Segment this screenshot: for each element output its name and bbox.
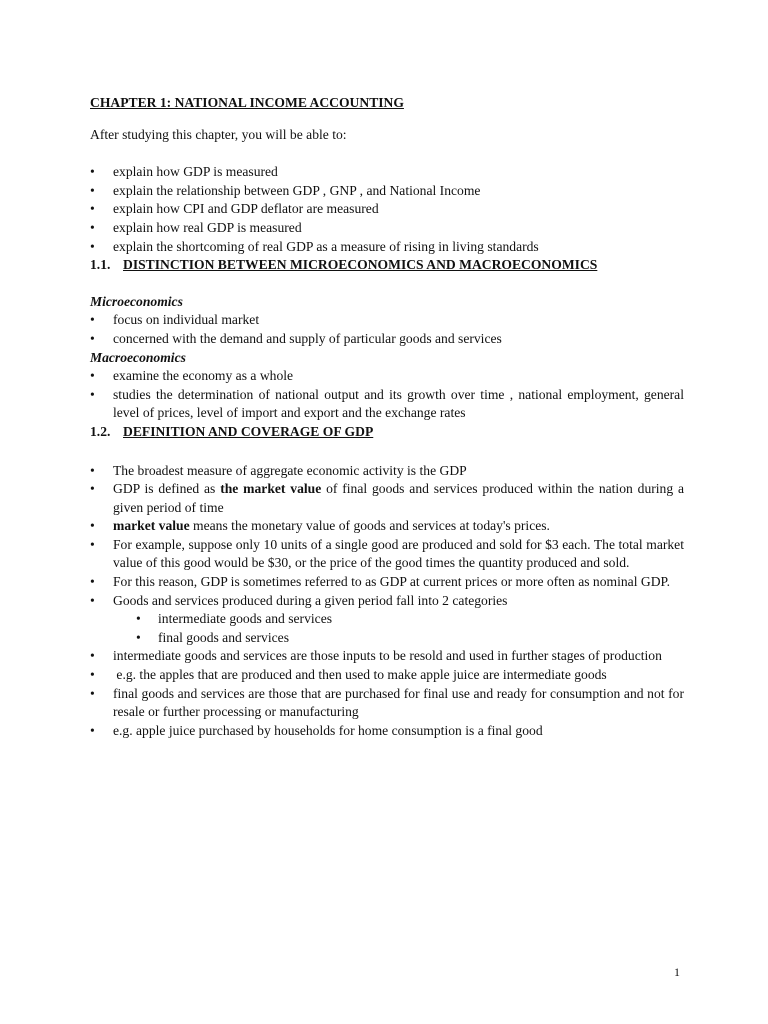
macroeconomics-list	[90, 367, 684, 423]
list-item: • explain the relationship between GDP , GNP , and National Income	[90, 182, 684, 201]
list-item: • concerned with the demand and supply of particular goods and services	[90, 330, 684, 349]
list-item-text: GDP is defined as	[113, 481, 221, 497]
microeconomics-heading: Microeconomics	[90, 293, 183, 309]
list-item: • e.g. apple juice purchased by households for home consumption is a final good	[90, 722, 684, 741]
market-value-list	[90, 517, 684, 591]
gdp-definition-list	[90, 462, 684, 518]
list-item: • explain the shortcoming of real GDP as a measure of rising in living standards	[90, 238, 684, 257]
section-number: 1.1.	[90, 257, 111, 273]
categories-list	[90, 592, 684, 648]
list-item-text: of final goods and services produced within the nation during a given period of time	[113, 481, 685, 515]
list-item	[90, 480, 684, 517]
list-item: • examine the economy as a whole	[90, 367, 684, 386]
section-heading-1-2	[90, 423, 684, 442]
macroeconomics-heading: Macroeconomics	[90, 349, 186, 365]
list-item: • intermediate goods and services are those inputs to be resold and used in further stages of production	[90, 647, 684, 666]
list-item: • studies the determination of national output and its growth over time , national employment, general level of prices, level of import and export and the exchange rates	[90, 386, 684, 423]
section-title: DISTINCTION BETWEEN MICROECONOMICS AND MACROECONOMICS	[123, 257, 598, 273]
section-title: DEFINITION AND COVERAGE OF GDP	[123, 423, 374, 439]
list-item: • e.g. the apples that are produced and then used to make apple juice are intermediate goods	[90, 666, 684, 685]
list-item: • For example, suppose only 10 units of a single good are produced and sold for $3 each. The total market value of this good would be $30, or the price of the good times the quantity produced and sold.	[90, 536, 684, 573]
list-item-text: means the monetary value of goods and services at today's prices.	[189, 518, 550, 534]
list-item: • explain how GDP is measured	[90, 163, 684, 182]
objectives-list	[90, 163, 684, 256]
section-heading-1-1	[90, 256, 684, 275]
intro-text: After studying this chapter, you will be able to:	[90, 126, 347, 142]
final-goods-list	[90, 685, 684, 741]
sub-list	[136, 610, 684, 647]
list-item: • focus on individual market	[90, 311, 684, 330]
section-number: 1.2.	[90, 423, 111, 439]
page-content	[90, 94, 684, 740]
list-item	[90, 517, 684, 536]
list-item: • The broadest measure of aggregate economic activity is the GDP	[90, 462, 684, 481]
list-item: • explain how CPI and GDP deflator are measured	[90, 200, 684, 219]
bold-term: market value	[113, 518, 190, 534]
sub-list-container	[90, 610, 684, 647]
list-item: • explain how real GDP is measured	[90, 219, 684, 238]
intermediate-list	[90, 647, 684, 684]
bold-term: the market value	[220, 481, 322, 497]
list-item: • For this reason, GDP is sometimes referred to as GDP at current prices or more often as nominal GDP.	[90, 573, 684, 592]
sub-list-item: • intermediate goods and services	[136, 610, 684, 629]
list-item: • Goods and services produced during a given period fall into 2 categories	[90, 592, 684, 611]
chapter-title: CHAPTER 1: NATIONAL INCOME ACCOUNTING	[90, 95, 404, 110]
microeconomics-list	[90, 311, 684, 348]
sub-list-item: • final goods and services	[136, 629, 684, 648]
list-item: • final goods and services are those that are purchased for final use and ready for consumption and not for resale or further processing or manufacturing	[90, 685, 684, 722]
page-number: 1	[674, 965, 680, 979]
